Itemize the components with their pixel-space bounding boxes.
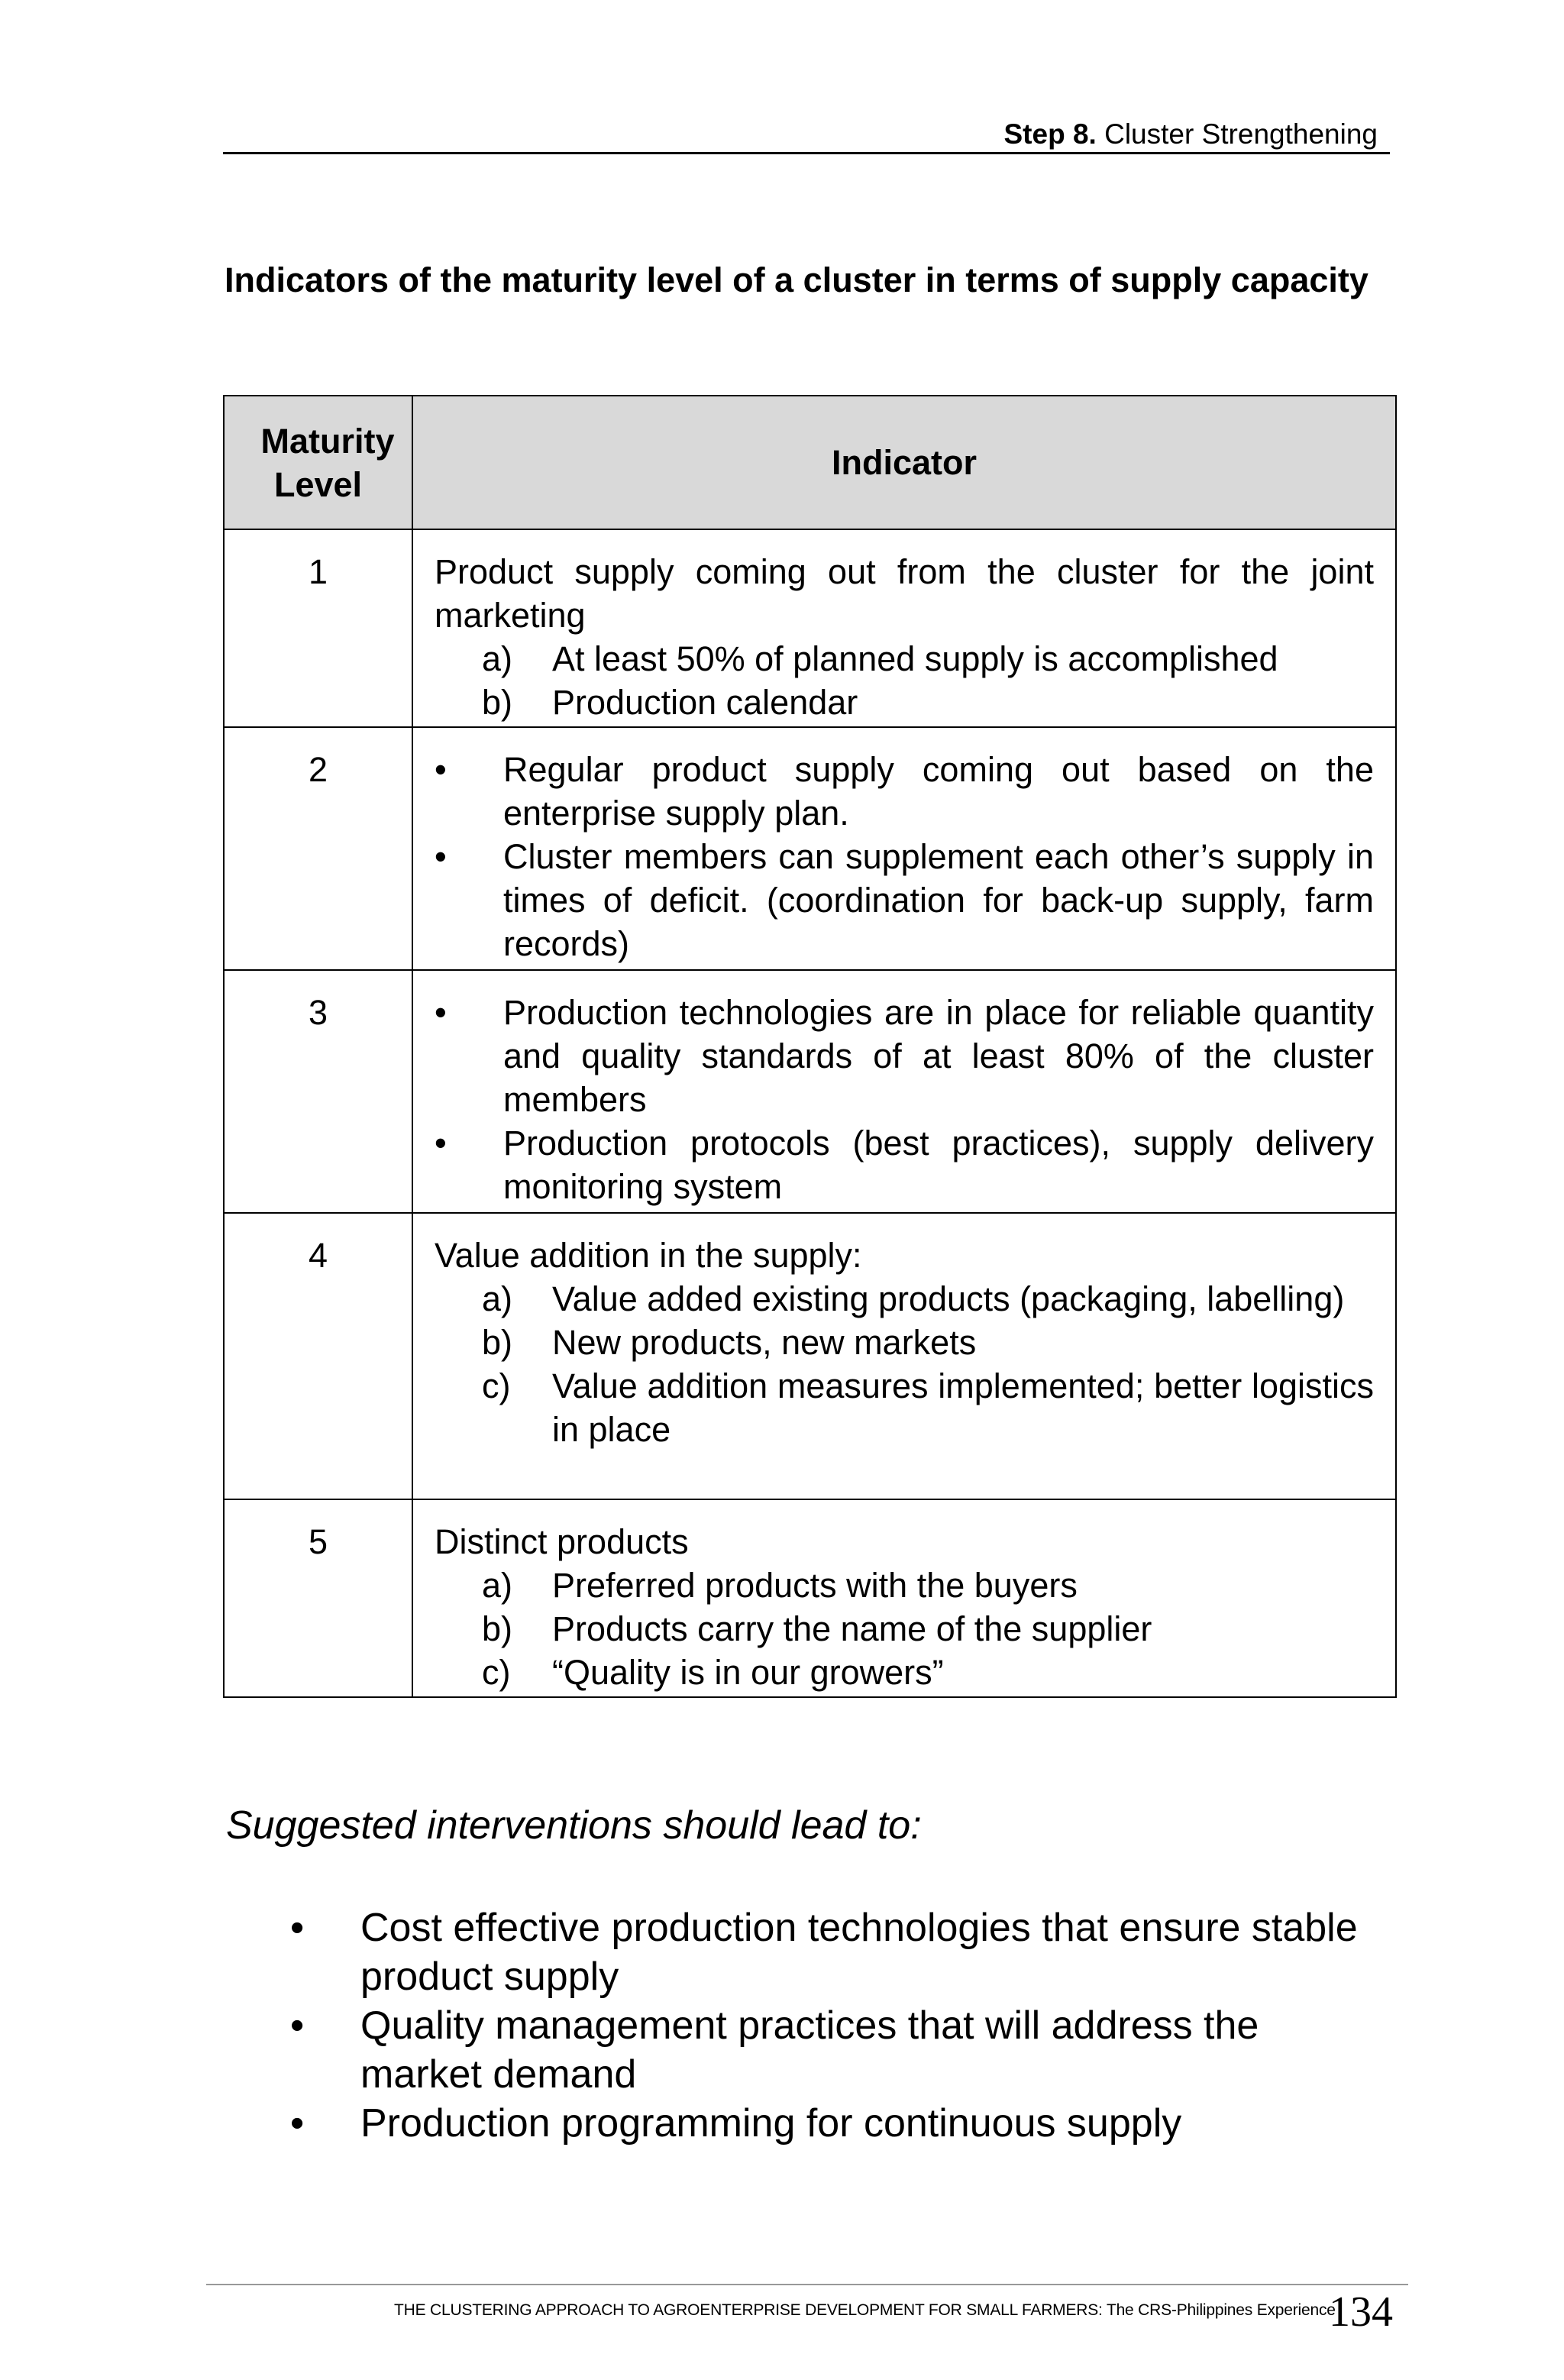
row-level: 5 [224,1499,412,1697]
header-indicator: Indicator [412,396,1396,529]
page-number: 134 [1329,2288,1393,2336]
bullet-icon: • [290,1906,305,1950]
bullet-icon: • [290,2003,305,2048]
bullet-item [435,1121,1374,1208]
list-item [290,2001,1359,2099]
sub-text: New products, new markets [552,1323,977,1362]
sub-marker: b) [482,683,513,722]
bullet-item [435,991,1374,1121]
sub-marker: a) [482,1566,513,1605]
header-maturity-level [224,396,412,529]
bullet-text: Cluster members can supplement each other’s supply in times of deficit. (coordination for back-up supply, farm records) [503,837,1374,963]
sub-text: Products carry the name of the supplier [552,1609,1152,1648]
table-title: Indicators of the maturity level of a cluster in terms of supply capacity [225,260,1368,299]
bullet-item [435,835,1374,965]
sub-item [435,1364,1374,1451]
row-indicator [412,1213,1396,1499]
maturity-indicator-table [223,395,1397,1698]
header-step: Step 8. [1003,118,1097,150]
row-level: 1 [224,529,412,727]
bullet-icon: • [435,750,447,789]
sub-item [435,681,1374,724]
sub-marker: a) [482,1279,513,1318]
sub-item [435,1651,1374,1694]
footer-divider [206,2284,1408,2285]
interventions-heading: Suggested interventions should lead to: [226,1803,922,1848]
sub-text: Preferred products with the buyers [552,1566,1078,1605]
list-item-text: Cost effective production technologies that ensure stable product supply [360,1906,1358,1999]
sub-marker: b) [482,1609,513,1648]
bullet-text: Production protocols (best practices), supply delivery monitoring system [503,1124,1374,1206]
sub-item [435,1277,1374,1321]
bullet-icon: • [290,2101,305,2146]
list-item-text: Production programming for continuous supply [360,2101,1182,2146]
indicator-lead: Value addition in the supply: [435,1236,862,1275]
sub-item [435,637,1374,681]
header-maturity-level-text: Maturity Level [260,421,395,504]
table-row [224,727,1396,970]
list-item [290,1903,1359,2001]
running-header [223,115,1390,154]
bullet-item [435,748,1374,835]
table-header-row [224,396,1396,529]
list-item [290,2099,1359,2148]
row-indicator [412,1499,1396,1697]
sub-marker: b) [482,1323,513,1362]
sub-marker: c) [482,1366,511,1405]
table-row [224,1213,1396,1499]
footer-book-title: THE CLUSTERING APPROACH TO AGROENTERPRISE DEVELOPMENT FOR SMALL FARMERS: The CRS-Philippines Experience [394,2301,1336,2319]
row-indicator [412,727,1396,970]
sub-text: Production calendar [552,683,858,722]
bullet-text: Production technologies are in place for reliable quantity and quality standards of at least 80% of the cluster members [503,993,1374,1119]
sub-marker: c) [482,1653,511,1692]
bullet-icon: • [435,1124,447,1163]
row-level: 3 [224,970,412,1213]
indicator-lead: Product supply coming out from the cluster for the joint marketing [435,552,1374,635]
row-indicator [412,970,1396,1213]
sub-item [435,1563,1374,1607]
row-indicator [412,529,1396,727]
bullet-icon: • [435,993,447,1032]
sub-item [435,1607,1374,1651]
table-row [224,1499,1396,1697]
sub-text: At least 50% of planned supply is accomplished [552,639,1278,678]
sub-marker: a) [482,639,513,678]
bullet-text: Regular product supply coming out based on the enterprise supply plan. [503,750,1374,833]
bullet-icon: • [435,837,447,876]
table-row [224,529,1396,727]
row-level: 4 [224,1213,412,1499]
sub-text: Value addition measures implemented; better logistics in place [552,1366,1374,1449]
list-item-text: Quality management practices that will address the market demand [360,2003,1259,2097]
header-section: Cluster Strengthening [1104,118,1378,150]
table-row [224,970,1396,1213]
indicator-lead: Distinct products [435,1522,689,1561]
row-level: 2 [224,727,412,970]
sub-text: Value added existing products (packaging, labelling) [552,1279,1345,1318]
sub-text: “Quality is in our growers” [552,1653,944,1692]
sub-item [435,1321,1374,1364]
interventions-list [290,1903,1359,2148]
